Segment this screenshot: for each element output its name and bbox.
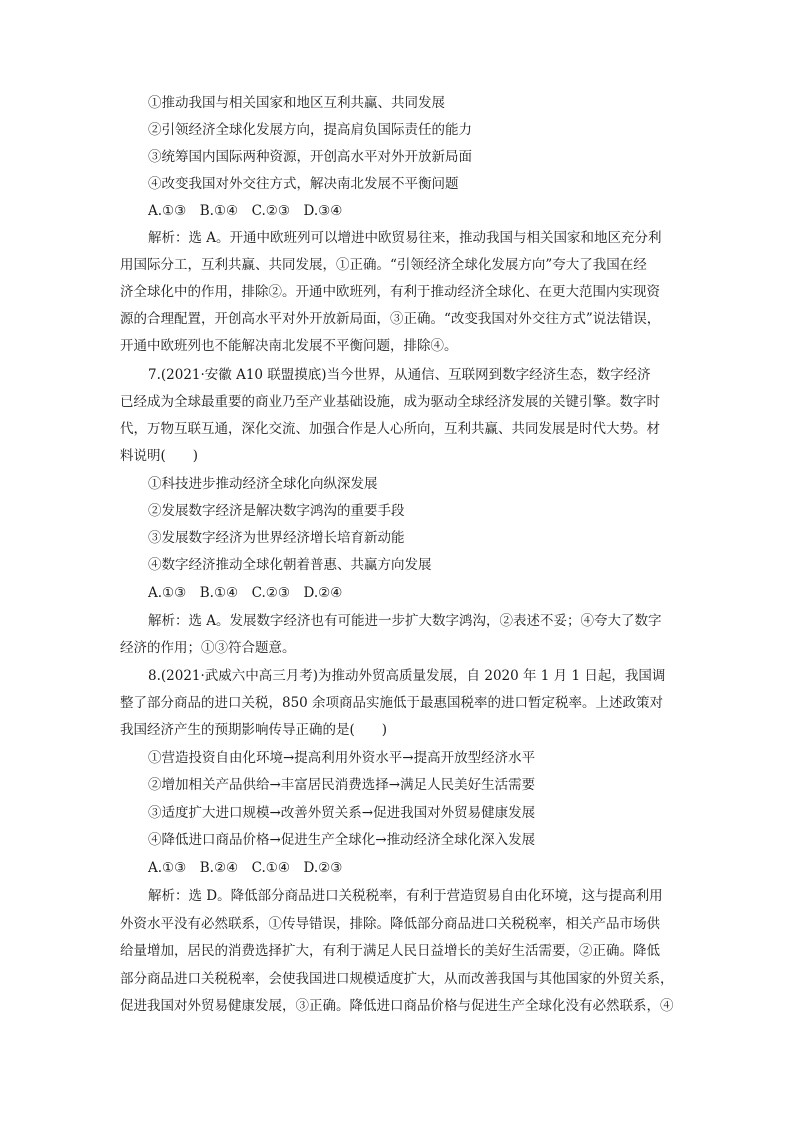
option-line: ①营造投资自由化环境→提高利用外资水平→提高开放型经济水平 — [148, 750, 536, 766]
analysis-line: 外资水平没有必然联系，①传导错误，排除。降低部分商品进口关税税率，相关产品市场供 — [120, 916, 660, 932]
analysis-line: 解析：选 A。发展数字经济也有可能进一步扩大数字鸿沟，②表述不妥；④夸大了数字 — [148, 613, 662, 629]
question-line: 7.(2021·安徽 A10 联盟摸底)当今世界，从通信、互联网到数字经济生态，数字经济 — [148, 367, 651, 383]
analysis-line: 济全球化中的作用，排除②。开通中欧班列，有利于推动经济全球化、在更大范围内实现资 — [120, 284, 660, 300]
option-line: ④改变我国对外交往方式，解决南北发展不平衡问题 — [148, 176, 459, 192]
analysis-line: 给量增加，居民的消费选择扩大，有利于满足人民日益增长的美好生活需要，②正确。降低 — [120, 943, 660, 959]
option-line: ①科技进步推动经济全球化向纵深发展 — [148, 476, 378, 492]
question-line: 料说明( ) — [120, 448, 199, 464]
answer-choices: A.①③ B.②④ C.①④ D.②③ — [148, 860, 343, 876]
analysis-line: 经济的作用；①③符合题意。 — [120, 640, 296, 656]
question-line: 8.(2021·武威六中高三月考)为推动外贸高质量发展，自 2020 年 1 月 1 日起，我国调 — [148, 668, 666, 684]
option-line: ③统筹国内国际两种资源，开创高水平对外开放新局面 — [148, 149, 472, 165]
analysis-line: 用国际分工，互利共赢、共同发展，①正确。“引领经济全球化发展方向”夸大了我国在经 — [120, 257, 647, 273]
analysis-line: 促进我国对外贸易健康发展，③正确。降低进口商品价格与促进生产全球化没有必然联系，④ — [120, 998, 674, 1014]
option-line: ②发展数字经济是解决数字鸿沟的重要手段 — [148, 503, 405, 519]
analysis-line: 开通中欧班列也不能解决南北发展不平衡问题，排除④。 — [120, 338, 458, 354]
analysis-line: 部分商品进口关税税率，会使我国进口规模适度扩大，从而改善我国与其他国家的外贸关系， — [120, 971, 674, 987]
option-line: ③发展数字经济为世界经济增长培育新动能 — [148, 530, 405, 546]
option-line: ②引领经济全球化发展方向，提高肩负国际责任的能力 — [148, 122, 472, 138]
question-line: 代，万物互联互通，深化交流、加强合作是人心所向，互利共赢、共同发展是时代大势。材 — [120, 421, 660, 437]
analysis-line: 解析：选 D。降低部分商品进口关税税率，有利于营造贸易自由化环境，这与提高利用 — [148, 888, 663, 904]
analysis-line: 解析：选 A。开通中欧班列可以增进中欧贸易往来，推动我国与相关国家和地区充分利 — [148, 230, 662, 246]
question-line: 我国经济产生的预期影响传导正确的是( ) — [120, 722, 388, 738]
question-line: 整了部分商品的进口关税，850 余项商品实施低于最惠国税率的进口暂定税率。上述政策对 — [120, 695, 664, 711]
question-line: 已经成为全球最重要的商业乃至产业基础设施，成为驱动全球经济发展的关键引擎。数字时 — [120, 394, 660, 410]
option-line: ②增加相关产品供给→丰富居民消费选择→满足人民美好生活需要 — [148, 777, 536, 793]
analysis-line: 源的合理配置，开创高水平对外开放新局面，③正确。“改变我国对外交往方式”说法错误， — [120, 311, 661, 327]
option-line: ④降低进口商品价格→促进生产全球化→推动经济全球化深入发展 — [148, 832, 536, 848]
option-line: ①推动我国与相关国家和地区互利共赢、共同发展 — [148, 95, 445, 111]
answer-choices: A.①③ B.①④ C.②③ D.③④ — [148, 203, 343, 219]
option-line: ④数字经济推动全球化朝着普惠、共赢方向发展 — [148, 557, 432, 573]
option-line: ③适度扩大进口规模→改善外贸关系→促进我国对外贸易健康发展 — [148, 805, 536, 821]
answer-choices: A.①③ B.①④ C.②③ D.②④ — [148, 585, 343, 601]
